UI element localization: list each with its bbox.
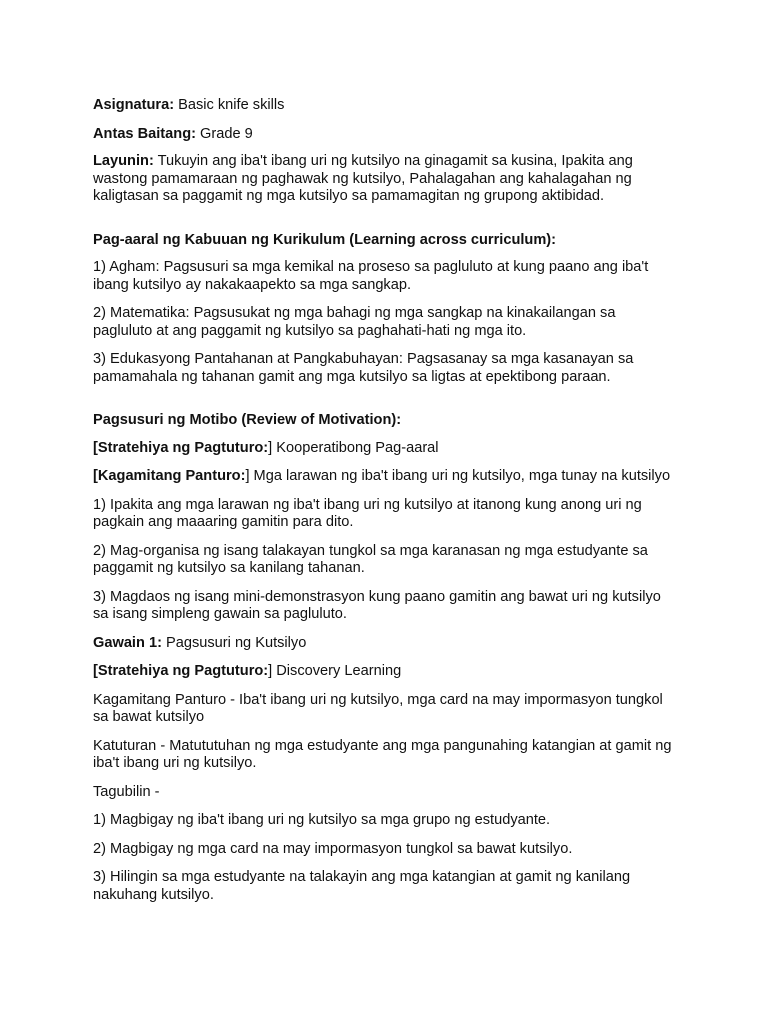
materials-value: ] Mga larawan ng iba't ibang uri ng kutsilyo, mga tunay na kutsilyo bbox=[245, 468, 671, 484]
curriculum-item: 1) Agham: Pagsusuri sa mga kemikal na proseso sa pagluluto at kung paano ang iba't ibang kutsilyo ay nakakaapekto sa mga sangkap. bbox=[93, 259, 649, 293]
motivation-item: 3) Magdaos ng isang mini-demonstrasyon kung paano gamitin ang bawat uri ng kutsilyo sa isang simpleng gawain sa pagluluto. bbox=[93, 588, 661, 622]
activity1-label: Gawain 1: bbox=[93, 634, 162, 651]
bracket-open: [ bbox=[93, 439, 98, 456]
activity1-step: 2) Magbigay ng mga card na may impormasyon tungkol sa bawat kutsilyo. bbox=[93, 840, 573, 857]
curriculum-item: 2) Matematika: Pagsusukat ng mga bahagi ng mga sangkap na kinakailangan sa pagluluto at ang paggamit ng kutsilyo sa paghahati-hati ng mga ito. bbox=[93, 305, 616, 339]
subject-line bbox=[93, 97, 678, 115]
objective-paragraph bbox=[93, 153, 678, 206]
activity1-meaning: Katuturan - Matututuhan ng mga estudyante ang mga pangunahing katangian at gamit ng iba't ibang uri ng kutsilyo. bbox=[93, 737, 672, 771]
strategy-label: Stratehiya ng Pagtuturo: bbox=[97, 439, 269, 456]
activity1-strategy-line bbox=[93, 663, 678, 681]
motivation-item: 2) Mag-organisa ng isang talakayan tungkol sa mga karanasan ng mga estudyante sa paggamit ng kutsilyo sa kanilang tahanan. bbox=[93, 542, 648, 576]
strategy-value: ] Discovery Learning bbox=[268, 663, 402, 679]
strategy-value: ] Kooperatibong Pag-aaral bbox=[268, 439, 439, 456]
subject-value: Basic knife skills bbox=[174, 97, 285, 113]
bracket-open: [ bbox=[93, 468, 98, 484]
strategy-label: Stratehiya ng Pagtuturo: bbox=[97, 663, 269, 679]
objective-value: Tukuyin ang iba't ibang uri ng kutsilyo na ginagamit sa kusina, Ipakita ang wastong pamamaraan ng paghawak ng kutsilyo, Pahalagahan ang kahalagahan ng kaligtasan sa paggamit ng mga kutsilyo sa pamamagitan ng grupong aktibidad. bbox=[93, 153, 633, 204]
motivation-materials-line bbox=[93, 468, 678, 486]
motivation-strategy-line bbox=[93, 440, 678, 458]
activity1-title-line bbox=[93, 635, 678, 653]
grade-label: Antas Baitang: bbox=[93, 125, 196, 142]
activity1-step: 3) Hilingin sa mga estudyante na talakayin ang mga katangian at gamit ng kanilang nakuhang kutsilyo. bbox=[93, 869, 631, 903]
motivation-item: 1) Ipakita ang mga larawan ng iba't ibang uri ng kutsilyo at itanong kung anong uri ng pagkain ang maaaring gamitin para dito. bbox=[93, 496, 642, 530]
curriculum-item: 3) Edukasyong Pantahanan at Pangkabuhayan: Pagsasanay sa mga kasanayan sa pamamahala ng tahanan gamit ang mga kutsilyo sa ligtas at epektibong paraan. bbox=[93, 351, 634, 385]
grade-line bbox=[93, 126, 678, 144]
motivation-heading: Pagsusuri ng Motibo (Review of Motivation): bbox=[93, 412, 402, 428]
curriculum-heading: Pag-aaral ng Kabuuan ng Kurikulum (Learning across curriculum): bbox=[93, 231, 557, 248]
activity1-materials: Kagamitang Panturo - Iba't ibang uri ng kutsilyo, mga card na may impormasyon tungkol sa bawat kutsilyo bbox=[93, 691, 663, 725]
activity1-instructions-label: Tagubilin - bbox=[93, 783, 160, 800]
activity1-value: Pagsusuri ng Kutsilyo bbox=[161, 634, 307, 651]
grade-value: Grade 9 bbox=[195, 125, 253, 142]
objective-label: Layunin: bbox=[93, 153, 154, 169]
subject-label: Asignatura: bbox=[93, 97, 175, 113]
materials-label: Kagamitang Panturo: bbox=[97, 468, 246, 484]
bracket-open: [ bbox=[93, 663, 98, 679]
activity1-step: 1) Magbigay ng iba't ibang uri ng kutsilyo sa mga grupo ng estudyante. bbox=[93, 812, 551, 828]
